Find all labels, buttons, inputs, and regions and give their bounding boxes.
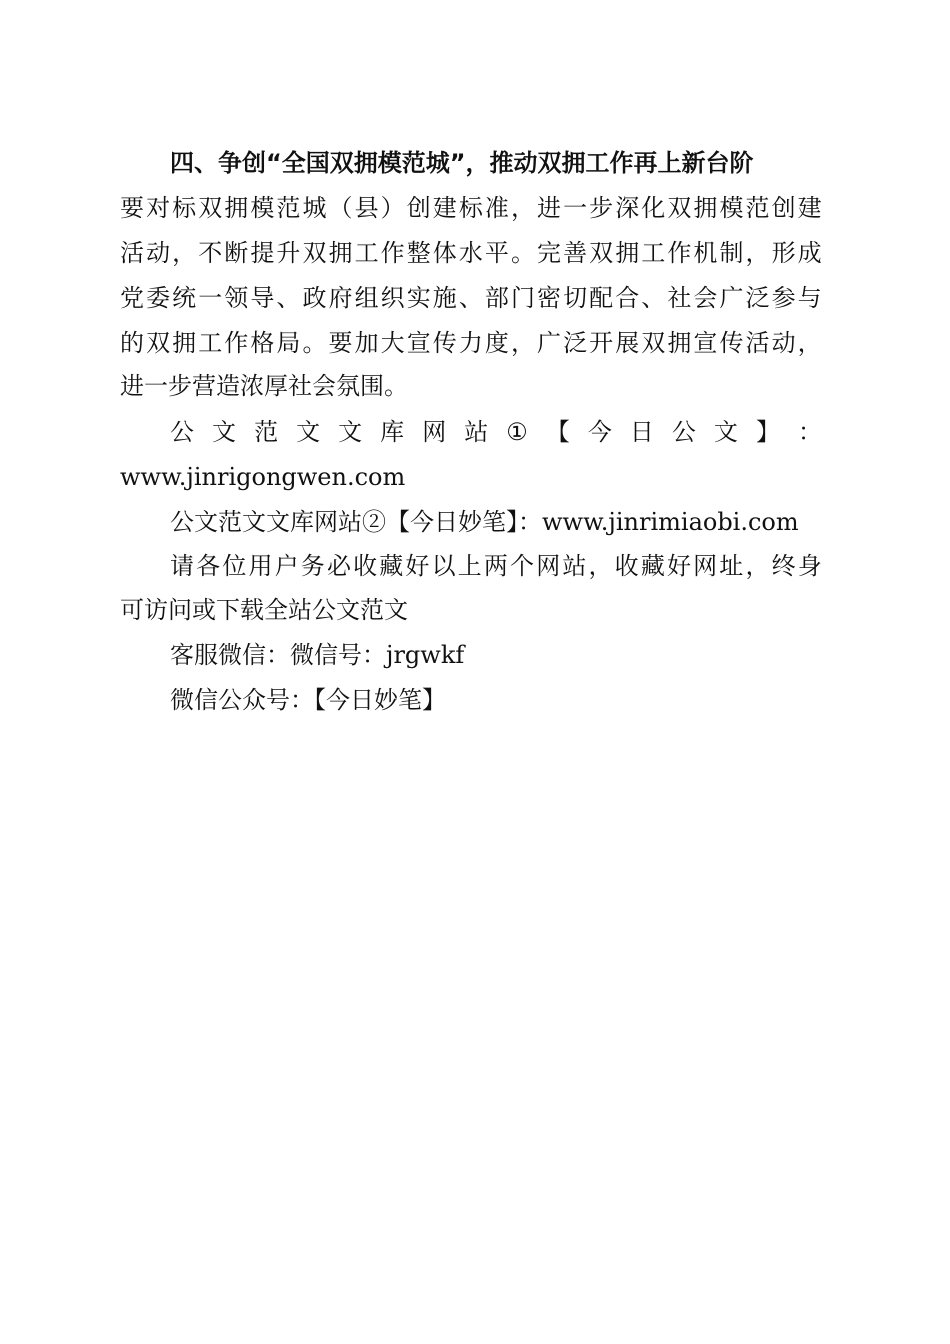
paragraph-line-3: 党 委 统 一 领 导 、 政 府 组 织 实 施 、 部 门 密 切 配 合 、 社 会 广 泛 参 与 xyxy=(120,284,822,312)
paragraph-line-4: 的 双 拥 工 作 格 局 。 要 加 大 宣 传 力 度 ， 广 泛 开 展 双 拥 宣 传 活 动 ， xyxy=(120,329,822,357)
wechat-official-account: 微信公众号：【今日妙笔】 xyxy=(170,686,446,714)
paragraph-line-5: 进一步营造浓厚社会氛围。 xyxy=(120,372,408,400)
site-two-line: 公文范文文库网站②【今日妙笔】：www.jinrimiaobi.com xyxy=(170,508,799,536)
site-one-label: 公 文 范 文 文 库 网 站 ① 【 今 日 公 文 】 ： xyxy=(170,418,822,446)
notice-line-1: 请 各 位 用 户 务 必 收 藏 好 以 上 两 个 网 站 ， 收 藏 好 网 址 ， 终 身 xyxy=(170,552,822,580)
site-one-url: www.jinrigongwen.com xyxy=(120,463,406,491)
notice-line-2: 可访问或下载全站公文范文 xyxy=(120,596,408,624)
paragraph-line-1: 要 对 标 双 拥 模 范 城 （ 县 ） 创 建 标 准 ， 进 一 步 深 化 双 拥 模 范 创 建 xyxy=(120,194,822,222)
paragraph-line-2: 活 动 ， 不 断 提 升 双 拥 工 作 整 体 水 平 。 完 善 双 拥 工 作 机 制 ， 形 成 xyxy=(120,239,822,267)
customer-service-wechat: 客服微信：微信号：jrgwkf xyxy=(170,641,465,669)
section-heading: 四、争创“全国双拥模范城”，推动双拥工作再上新台阶 xyxy=(170,149,754,177)
